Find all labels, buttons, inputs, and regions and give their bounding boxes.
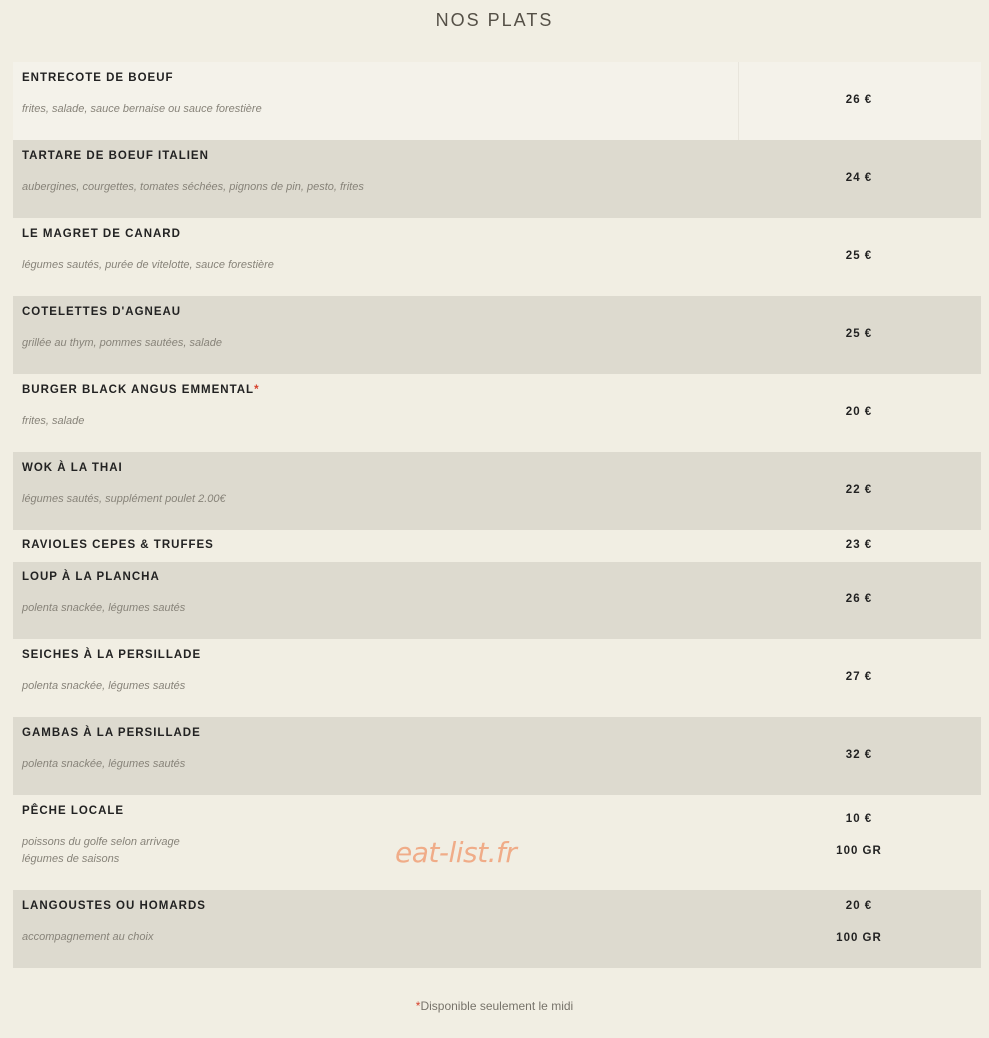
dish-row (13, 452, 981, 530)
dish-description: accompagnement au choix (22, 931, 154, 943)
dish-row (13, 140, 981, 218)
dish-description: frites, salade, sauce bernaise ou sauce forestière (22, 103, 262, 115)
dish-name: ENTRECOTE DE BOEUF (22, 72, 174, 84)
dish-description: aubergines, courgettes, tomates séchées, pignons de pin, pesto, frites (22, 181, 364, 193)
dish-name: SEICHES À LA PERSILLADE (22, 649, 202, 661)
dish-name: GAMBAS À LA PERSILLADE (22, 727, 201, 739)
dish-price: 26 € (845, 593, 873, 605)
dish-price: 20 € (845, 406, 873, 418)
dish-price-unit: 100 GR (836, 932, 882, 944)
dish-price: 20 € (845, 900, 873, 912)
footnote-asterisk: * (415, 999, 421, 1013)
dish-name (22, 384, 260, 396)
dish-description: polenta snackée, légumes sautés (22, 680, 186, 692)
dish-name: WOK À LA THAI (22, 462, 123, 474)
column-divider (738, 62, 739, 140)
dish-row (13, 890, 981, 968)
footnote (0, 999, 989, 1013)
dish-description: légumes sautés, supplément poulet 2.00€ (22, 493, 226, 505)
dish-name: PÊCHE LOCALE (22, 805, 125, 817)
dish-name-text: BURGER BLACK ANGUS EMMENTAL (22, 384, 255, 396)
dish-name: LANGOUSTES OU HOMARDS (22, 900, 206, 912)
dish-name: RAVIOLES CEPES & TRUFFES (22, 539, 214, 551)
dish-row (13, 218, 981, 296)
dish-price: 27 € (845, 671, 873, 683)
dish-price: 25 € (845, 250, 873, 262)
dish-price: 24 € (845, 172, 873, 184)
dish-description: grillée au thym, pommes sautées, salade (22, 337, 222, 349)
dish-row (13, 62, 981, 140)
dish-row (13, 562, 981, 639)
footnote-text: Disponible seulement le midi (420, 999, 574, 1013)
dish-name: COTELETTES D'AGNEAU (22, 306, 182, 318)
dish-price: 22 € (845, 484, 873, 496)
dish-name: TARTARE DE BOEUF ITALIEN (22, 150, 209, 162)
dish-description: légumes de saisons (22, 853, 120, 865)
dish-row (13, 530, 981, 562)
dish-price: 26 € (845, 94, 873, 106)
dish-description: polenta snackée, légumes sautés (22, 758, 186, 770)
dish-row (13, 717, 981, 795)
dish-row (13, 374, 981, 452)
dish-description: poissons du golfe selon arrivage (22, 836, 180, 848)
watermark: eat-list.fr (395, 836, 517, 869)
dish-price-unit: 100 GR (836, 845, 882, 857)
dish-description: légumes sautés, purée de vitelotte, sauce forestière (22, 259, 274, 271)
dish-row (13, 296, 981, 374)
dish-name: LE MAGRET DE CANARD (22, 228, 181, 240)
dish-name: LOUP À LA PLANCHA (22, 571, 160, 583)
page-title: NOS PLATS (435, 10, 554, 30)
dish-description: polenta snackée, légumes sautés (22, 602, 186, 614)
dish-price: 32 € (845, 749, 873, 761)
lunch-only-asterisk: * (254, 384, 260, 396)
dish-row (13, 639, 981, 717)
dish-description: frites, salade (22, 415, 85, 427)
dish-price: 25 € (845, 328, 873, 340)
dish-price: 10 € (845, 813, 873, 825)
dish-price: 23 € (845, 539, 873, 551)
dish-list (13, 62, 981, 968)
